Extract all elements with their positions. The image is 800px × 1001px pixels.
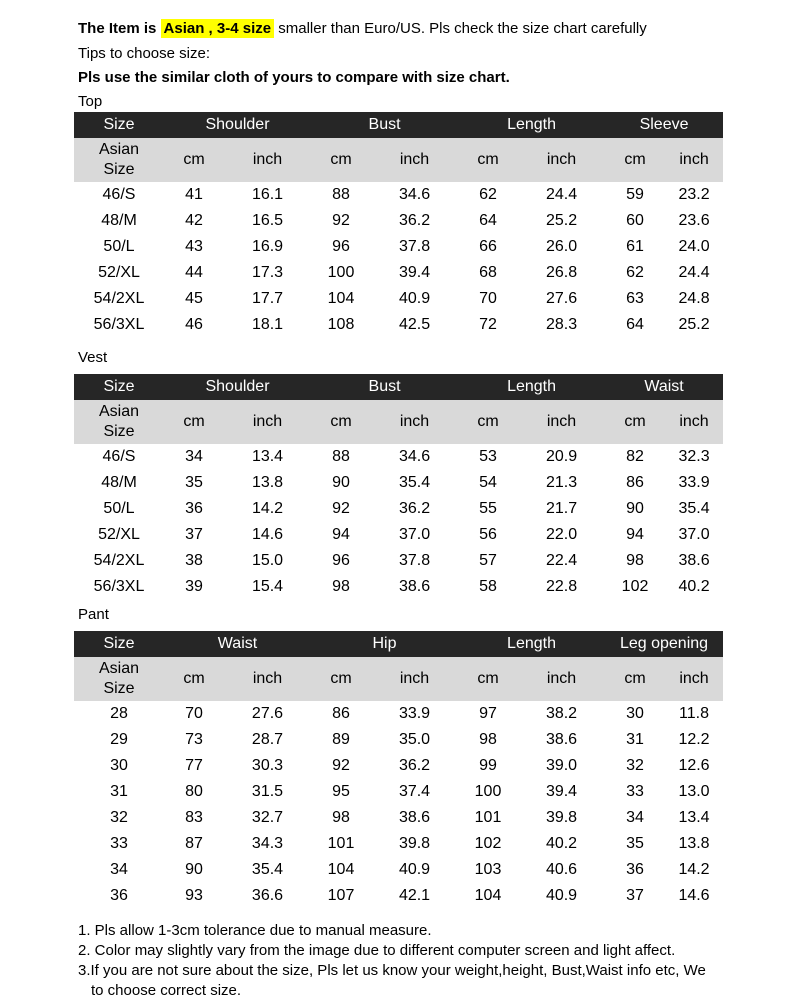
note-1: 1. Pls allow 1-3cm tolerance due to manual measure.: [78, 922, 432, 939]
table-row: [74, 470, 723, 496]
value-cell: 34.3: [251, 835, 284, 852]
value-cell: 104: [474, 887, 502, 904]
value-cell: 32: [626, 757, 644, 774]
inch-unit: inch: [665, 138, 723, 182]
value-cell: 95: [332, 783, 350, 800]
value-cell: 25.2: [545, 212, 578, 229]
size-label: Size: [103, 423, 135, 440]
value-cell: 12.6: [678, 757, 710, 774]
group-header: Length: [458, 631, 605, 657]
value-cell: 37.0: [678, 526, 710, 543]
value-cell: 16.9: [251, 238, 284, 255]
value-cell: 90: [626, 500, 644, 517]
value-cell: 92: [332, 500, 350, 517]
value-cell: 68: [479, 264, 497, 281]
value-cell: 34.6: [398, 448, 431, 465]
value-cell: 46: [185, 316, 203, 333]
value-cell: 24.0: [678, 238, 710, 255]
value-cell: 22.0: [545, 526, 578, 543]
cm-unit: cm: [458, 400, 518, 444]
value-cell: 14.2: [678, 861, 710, 878]
inch-unit: inch: [224, 657, 311, 701]
header-row: [74, 374, 723, 400]
size-header: Size: [74, 112, 164, 138]
value-cell: 32.7: [251, 809, 284, 826]
notes: [78, 921, 706, 1001]
intro-line: [78, 20, 647, 37]
table-row: [74, 753, 723, 779]
value-cell: 104: [327, 861, 355, 878]
header-row: [74, 631, 723, 657]
value-cell: 27.6: [545, 290, 578, 307]
value-cell: 90: [332, 474, 350, 491]
value-cell: 26.0: [545, 238, 578, 255]
value-cell: 102: [474, 835, 502, 852]
value-cell: 80: [185, 783, 203, 800]
table-row: [74, 779, 723, 805]
cm-unit: cm: [311, 400, 371, 444]
table-row: [74, 312, 723, 338]
inch-unit: inch: [518, 400, 605, 444]
value-cell: 39.8: [545, 809, 578, 826]
value-cell: 103: [474, 861, 502, 878]
value-cell: 30: [626, 705, 644, 722]
intro-highlight: Asian , 3-4 size: [161, 19, 275, 38]
value-cell: 36: [626, 861, 644, 878]
value-cell: 35.4: [398, 474, 431, 491]
table-row: [74, 857, 723, 883]
value-cell: 100: [474, 783, 502, 800]
size-cell: 48/M: [101, 212, 137, 229]
value-cell: 97: [479, 705, 497, 722]
group-header: Leg opening: [605, 631, 723, 657]
value-cell: 35.4: [678, 500, 710, 517]
value-cell: 30.3: [251, 757, 284, 774]
advice-line: Pls use the similar cloth of yours to compare with size chart.: [78, 69, 510, 86]
note-2: 2. Color may slightly vary from the image due to different computer screen and light affect.: [78, 942, 676, 959]
value-cell: 13.8: [678, 835, 710, 852]
value-cell: 43: [185, 238, 203, 255]
asian-size-header: [74, 138, 164, 182]
value-cell: 56: [479, 526, 497, 543]
value-cell: 45: [185, 290, 203, 307]
size-cell: 33: [110, 835, 128, 852]
value-cell: 83: [185, 809, 203, 826]
value-cell: 36.2: [398, 500, 431, 517]
value-cell: 86: [332, 705, 350, 722]
value-cell: 40.9: [398, 290, 431, 307]
value-cell: 13.4: [678, 809, 710, 826]
group-header: Length: [458, 374, 605, 400]
size-cell: 54/2XL: [93, 290, 145, 307]
value-cell: 72: [479, 316, 497, 333]
value-cell: 40.2: [545, 835, 578, 852]
value-cell: 104: [327, 290, 355, 307]
value-cell: 37.8: [398, 552, 431, 569]
value-cell: 38.6: [545, 731, 578, 748]
value-cell: 35.4: [251, 861, 284, 878]
value-cell: 57: [479, 552, 497, 569]
cm-unit: cm: [311, 657, 371, 701]
value-cell: 34.6: [398, 186, 431, 203]
value-cell: 28.7: [251, 731, 284, 748]
cm-unit: cm: [458, 138, 518, 182]
value-cell: 44: [185, 264, 203, 281]
value-cell: 36.6: [251, 887, 284, 904]
size-cell: 50/L: [103, 238, 135, 255]
note-3-continued: to choose correct size.: [91, 982, 242, 999]
inch-unit: inch: [371, 657, 458, 701]
value-cell: 36.2: [398, 212, 431, 229]
value-cell: 21.3: [545, 474, 578, 491]
size-cell: 52/XL: [98, 264, 140, 281]
table-row: [74, 831, 723, 857]
value-cell: 16.5: [251, 212, 284, 229]
group-header: Shoulder: [164, 112, 311, 138]
value-cell: 37.0: [398, 526, 431, 543]
value-cell: 92: [332, 757, 350, 774]
value-cell: 21.7: [545, 500, 578, 517]
value-cell: 87: [185, 835, 203, 852]
value-cell: 61: [626, 238, 644, 255]
group-header: Waist: [605, 374, 723, 400]
value-cell: 14.6: [251, 526, 284, 543]
value-cell: 94: [626, 526, 644, 543]
value-cell: 23.6: [678, 212, 710, 229]
group-header: Bust: [311, 112, 458, 138]
vest-size-table: [74, 374, 723, 600]
value-cell: 40.2: [678, 578, 710, 595]
value-cell: 40.9: [545, 887, 578, 904]
value-cell: 11.8: [679, 705, 709, 722]
value-cell: 23.2: [678, 186, 710, 203]
value-cell: 31: [626, 731, 644, 748]
value-cell: 62: [626, 264, 644, 281]
table-row: [74, 883, 723, 909]
value-cell: 60: [626, 212, 644, 229]
value-cell: 70: [479, 290, 497, 307]
tips-line: Tips to choose size:: [78, 45, 211, 62]
value-cell: 107: [327, 887, 355, 904]
value-cell: 37.8: [398, 238, 431, 255]
vest-label: Vest: [78, 349, 108, 366]
value-cell: 33: [626, 783, 644, 800]
asian-size-header: [74, 657, 164, 701]
table-row: [74, 496, 723, 522]
cm-unit: cm: [605, 657, 665, 701]
value-cell: 35: [626, 835, 644, 852]
value-cell: 32.3: [678, 448, 710, 465]
value-cell: 14.6: [678, 887, 710, 904]
value-cell: 38.6: [398, 578, 431, 595]
header-row: [74, 112, 723, 138]
value-cell: 55: [479, 500, 497, 517]
cm-unit: cm: [164, 400, 224, 444]
cm-unit: cm: [605, 138, 665, 182]
value-cell: 33.9: [678, 474, 710, 491]
value-cell: 73: [185, 731, 203, 748]
group-header: Waist: [164, 631, 311, 657]
size-label: Size: [103, 680, 135, 697]
size-cell: 48/M: [101, 474, 137, 491]
table-row: [74, 182, 723, 208]
table-row: [74, 727, 723, 753]
cm-unit: cm: [164, 138, 224, 182]
unit-row: [74, 400, 723, 444]
value-cell: 40.6: [545, 861, 578, 878]
value-cell: 98: [332, 809, 350, 826]
value-cell: 24.4: [678, 264, 710, 281]
value-cell: 62: [479, 186, 497, 203]
value-cell: 34: [185, 448, 203, 465]
value-cell: 101: [474, 809, 502, 826]
asian-size-header: [74, 400, 164, 444]
table-row: [74, 286, 723, 312]
size-cell: 34: [110, 861, 128, 878]
value-cell: 20.9: [545, 448, 578, 465]
value-cell: 96: [332, 238, 350, 255]
value-cell: 28.3: [545, 316, 578, 333]
value-cell: 38.6: [398, 809, 431, 826]
inch-unit: inch: [665, 400, 723, 444]
asian-label: Asian: [98, 141, 140, 158]
size-cell: 46/S: [102, 448, 136, 465]
value-cell: 98: [626, 552, 644, 569]
top-label: Top: [78, 93, 103, 110]
inch-unit: inch: [371, 400, 458, 444]
value-cell: 64: [479, 212, 497, 229]
group-header: Hip: [311, 631, 458, 657]
value-cell: 15.0: [251, 552, 284, 569]
value-cell: 38.2: [545, 705, 578, 722]
value-cell: 27.6: [251, 705, 284, 722]
value-cell: 54: [479, 474, 497, 491]
pant-size-table: [74, 631, 723, 909]
value-cell: 58: [479, 578, 497, 595]
value-cell: 16.1: [251, 186, 284, 203]
intro-suffix: smaller than Euro/US. Pls check the size chart carefully: [278, 20, 647, 37]
intro-prefix: The Item is: [78, 20, 157, 37]
inch-unit: inch: [665, 657, 723, 701]
value-cell: 39.4: [398, 264, 431, 281]
value-cell: 39.8: [398, 835, 431, 852]
cm-unit: cm: [605, 400, 665, 444]
value-cell: 24.4: [545, 186, 578, 203]
value-cell: 82: [626, 448, 644, 465]
size-cell: 31: [110, 783, 128, 800]
value-cell: 18.1: [251, 316, 284, 333]
table-row: [74, 444, 723, 470]
value-cell: 108: [327, 316, 355, 333]
unit-row: [74, 657, 723, 701]
value-cell: 89: [332, 731, 350, 748]
value-cell: 13.4: [251, 448, 284, 465]
value-cell: 66: [479, 238, 497, 255]
value-cell: 24.8: [678, 290, 710, 307]
inch-unit: inch: [518, 657, 605, 701]
value-cell: 35.0: [398, 731, 431, 748]
value-cell: 39: [185, 578, 203, 595]
group-header: Shoulder: [164, 374, 311, 400]
value-cell: 42: [185, 212, 203, 229]
size-cell: 56/3XL: [93, 316, 145, 333]
table-row: [74, 208, 723, 234]
value-cell: 86: [626, 474, 644, 491]
size-cell: 52/XL: [98, 526, 140, 543]
size-label: Size: [103, 161, 135, 178]
value-cell: 37: [626, 887, 644, 904]
size-cell: 50/L: [103, 500, 135, 517]
cm-unit: cm: [164, 657, 224, 701]
top-size-table: [74, 112, 723, 338]
size-cell: 32: [110, 809, 128, 826]
value-cell: 53: [479, 448, 497, 465]
value-cell: 17.7: [251, 290, 284, 307]
value-cell: 70: [185, 705, 203, 722]
value-cell: 102: [621, 578, 649, 595]
asian-label: Asian: [98, 403, 140, 420]
value-cell: 64: [626, 316, 644, 333]
value-cell: 42.1: [398, 887, 431, 904]
size-cell: 36: [110, 887, 128, 904]
value-cell: 17.3: [251, 264, 284, 281]
pant-label: Pant: [78, 606, 109, 623]
cm-unit: cm: [311, 138, 371, 182]
inch-unit: inch: [224, 400, 311, 444]
inch-unit: inch: [371, 138, 458, 182]
value-cell: 41: [185, 186, 203, 203]
value-cell: 100: [327, 264, 355, 281]
size-cell: 46/S: [102, 186, 136, 203]
value-cell: 31.5: [251, 783, 284, 800]
value-cell: 38.6: [678, 552, 710, 569]
inch-unit: inch: [224, 138, 311, 182]
value-cell: 12.2: [678, 731, 710, 748]
value-cell: 63: [626, 290, 644, 307]
value-cell: 33.9: [398, 705, 431, 722]
value-cell: 14.2: [251, 500, 284, 517]
asian-label: Asian: [98, 660, 140, 677]
cm-unit: cm: [458, 657, 518, 701]
size-cell: 56/3XL: [93, 578, 145, 595]
table-row: [74, 522, 723, 548]
value-cell: 93: [185, 887, 203, 904]
unit-row: [74, 138, 723, 182]
table-row: [74, 805, 723, 831]
value-cell: 36: [185, 500, 203, 517]
value-cell: 59: [626, 186, 644, 203]
value-cell: 40.9: [398, 861, 431, 878]
value-cell: 15.4: [251, 578, 284, 595]
inch-unit: inch: [518, 138, 605, 182]
value-cell: 37.4: [398, 783, 431, 800]
table-row: [74, 548, 723, 574]
value-cell: 22.4: [545, 552, 578, 569]
value-cell: 13.0: [678, 783, 710, 800]
size-cell: 29: [110, 731, 128, 748]
value-cell: 36.2: [398, 757, 431, 774]
value-cell: 94: [332, 526, 350, 543]
value-cell: 37: [185, 526, 203, 543]
table-row: [74, 574, 723, 600]
size-cell: 30: [110, 757, 128, 774]
value-cell: 42.5: [398, 316, 431, 333]
group-header: Bust: [311, 374, 458, 400]
note-3: 3.If you are not sure about the size, Pls let us know your weight,height, Bust,Waist info etc, We: [78, 962, 706, 979]
value-cell: 77: [185, 757, 203, 774]
size-header: Size: [74, 631, 164, 657]
value-cell: 39.0: [545, 757, 578, 774]
value-cell: 26.8: [545, 264, 578, 281]
value-cell: 90: [185, 861, 203, 878]
group-header: Length: [458, 112, 605, 138]
size-header: Size: [74, 374, 164, 400]
size-cell: 28: [110, 705, 128, 722]
value-cell: 88: [332, 186, 350, 203]
size-cell: 54/2XL: [93, 552, 145, 569]
group-header: Sleeve: [605, 112, 723, 138]
value-cell: 96: [332, 552, 350, 569]
value-cell: 92: [332, 212, 350, 229]
value-cell: 25.2: [678, 316, 710, 333]
value-cell: 88: [332, 448, 350, 465]
value-cell: 98: [479, 731, 497, 748]
value-cell: 22.8: [545, 578, 578, 595]
value-cell: 98: [332, 578, 350, 595]
value-cell: 13.8: [251, 474, 284, 491]
value-cell: 38: [185, 552, 203, 569]
table-row: [74, 260, 723, 286]
value-cell: 99: [479, 757, 497, 774]
value-cell: 39.4: [545, 783, 578, 800]
table-row: [74, 701, 723, 727]
value-cell: 34: [626, 809, 644, 826]
value-cell: 35: [185, 474, 203, 491]
value-cell: 101: [327, 835, 355, 852]
table-row: [74, 234, 723, 260]
